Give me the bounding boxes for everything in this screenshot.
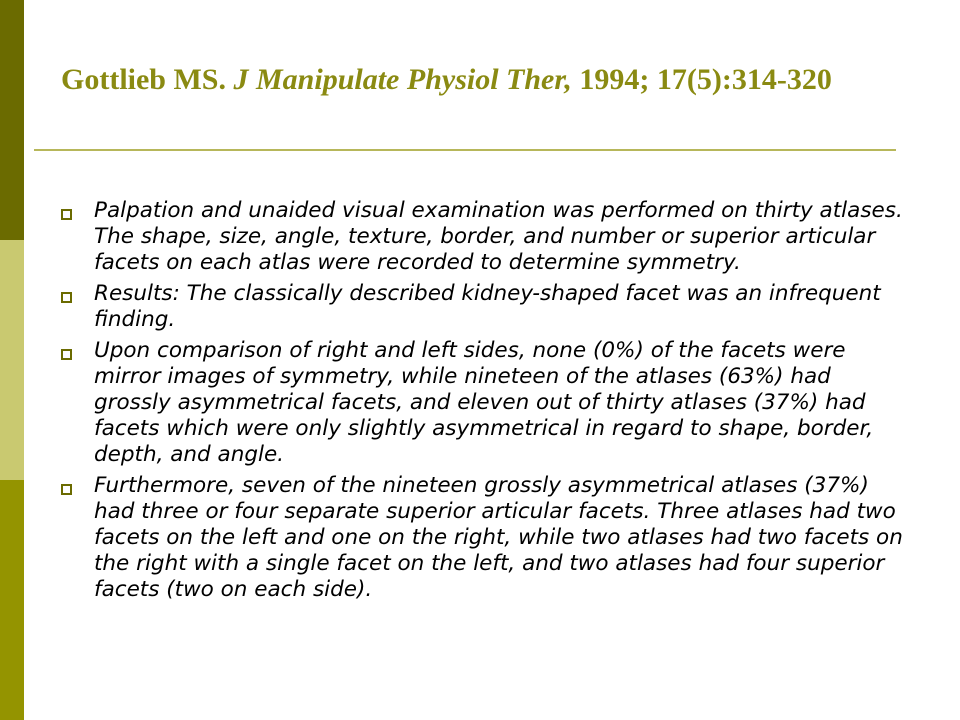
side-bar-middle [0, 240, 24, 480]
square-bullet-icon [61, 292, 72, 303]
side-bar-top [0, 0, 24, 240]
side-bar-bottom [0, 480, 24, 720]
bullet-item [61, 473, 911, 603]
bullet-item [61, 198, 911, 276]
bullet-text: Upon comparison of right and left sides, none (0%) of the facets were mirror images of symmetry, while nineteen of the atlases (63%) had grossly asymmetrical facets, and eleven out of thirty atlases (37%) had facets which were only slightly asymmetrical in regard to shape, border, depth, and angle. [94, 338, 874, 467]
bullet-text: Furthermore, seven of the nineteen grossly asymmetrical atlases (37%) had three or four separate superior articular facets. Three atlases had two facets on the left and one on the right, while two atlases had two facets on the right with a single facet on the left, and two atlases had four superior facets (two on each side). [94, 473, 903, 602]
bullet-item [61, 281, 911, 333]
title-citation: 1994; 17(5):314-320 [571, 63, 832, 96]
bullet-text: Palpation and unaided visual examination was performed on thirty atlases. The shape, size, angle, texture, border, and number or superior articular facets on each atlas were recorded to determine symmetry. [94, 198, 903, 275]
title-divider [34, 149, 896, 151]
bullet-text: Results: The classically described kidney-shaped facet was an infrequent finding. [94, 281, 881, 332]
square-bullet-icon [61, 209, 72, 220]
title-journal: J Manipulate Physiol Ther, [233, 63, 572, 96]
square-bullet-icon [61, 349, 72, 360]
slide-title [61, 58, 921, 101]
bullet-list [61, 198, 911, 608]
bullet-item [61, 338, 911, 468]
square-bullet-icon [61, 484, 72, 495]
title-author: Gottlieb MS. [61, 63, 234, 96]
